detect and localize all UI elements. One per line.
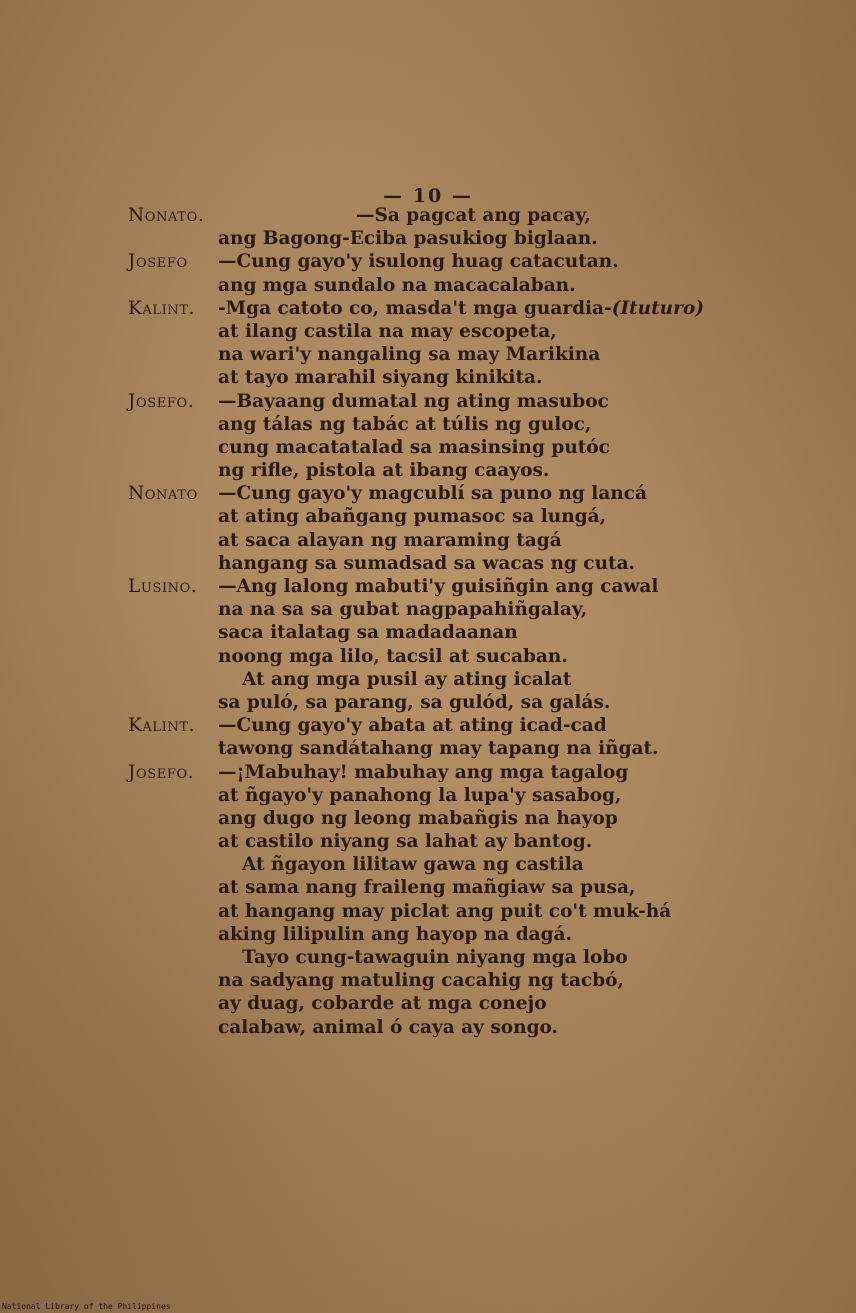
- verse-line: [0, 459, 856, 482]
- verse-words: at tayo marahil siyang kinikita.: [218, 367, 543, 389]
- verse-text: [218, 552, 635, 575]
- verse-line: [0, 552, 856, 575]
- verse-text: [218, 413, 591, 436]
- verse-words: at ating abañgang pumasoc sa lungá,: [218, 506, 607, 528]
- verse-words: ang Bagong-Eciba pasukiog biglaan.: [218, 228, 598, 250]
- verse-words: at hangang may piclat ang puit co't muk-há: [218, 900, 672, 922]
- verse-words: —¡Mabuhay! mabuhay ang mga tagalog: [218, 761, 629, 783]
- speaker-name: Kalint.: [128, 715, 196, 737]
- verse-line: [0, 436, 856, 459]
- verse-words: sa puló, sa parang, sa gulód, sa galás.: [218, 691, 611, 713]
- verse-text: [218, 436, 610, 459]
- verse-line: [0, 668, 856, 691]
- verse-text: [218, 992, 547, 1015]
- verse-text: [218, 691, 610, 714]
- speaker-name: Kalint.: [128, 297, 196, 319]
- verse-words: At ñgayon lilitaw gawa ng castila: [242, 854, 584, 876]
- verse-text: [218, 390, 609, 413]
- verse-text: [218, 923, 572, 946]
- verse-words: ay duag, cobarde at mga conejo: [218, 993, 547, 1015]
- verse-text: [218, 343, 600, 366]
- verse-line: [0, 413, 856, 436]
- verse-words: at ñgayo'y panahong la lupa'y sasabog,: [218, 784, 622, 806]
- verse-line: [0, 366, 856, 389]
- verse-text: [218, 529, 562, 552]
- verse-text: [218, 830, 592, 853]
- verse-line: [0, 482, 856, 505]
- verse-words: na sadyang matuling cacahig ng tacbó,: [218, 970, 624, 992]
- verse-text: [356, 204, 591, 227]
- verse-words: tawong sandátahang may tapang na iñgat.: [218, 738, 659, 760]
- verse-line: [0, 621, 856, 644]
- verse-words: -Mga catoto co, masda't mga guardia-: [218, 297, 612, 319]
- verse-line: [0, 320, 856, 343]
- verse-text: [218, 505, 606, 528]
- verse-line: [0, 761, 856, 784]
- verse-text: [218, 784, 621, 807]
- verse-block: [0, 204, 856, 1039]
- verse-words: ang dugo ng leong mabañgis na hayop: [218, 807, 618, 829]
- verse-line: [0, 598, 856, 621]
- verse-text: [218, 737, 659, 760]
- verse-text: [242, 853, 584, 876]
- verse-text: [218, 807, 618, 830]
- verse-text: [218, 366, 542, 389]
- verse-line: [0, 830, 856, 853]
- verse-words: hangang sa sumadsad sa wacas ng cuta.: [218, 552, 635, 574]
- verse-words: calabaw, animal ó caya ay songo.: [218, 1016, 558, 1038]
- verse-words: —Cung gayo'y magcublí sa puno ng lancá: [218, 483, 648, 505]
- page-number: — 10 —: [383, 185, 473, 207]
- verse-line: [0, 227, 856, 250]
- speaker-name: Josefo.: [128, 390, 195, 412]
- verse-line: [0, 204, 856, 227]
- verse-line: [0, 900, 856, 923]
- stage-direction: (Ituturo): [611, 297, 704, 319]
- verse-words: at ilang castila na may escopeta,: [218, 320, 557, 342]
- speaker-name: Josefo.: [128, 761, 195, 783]
- verse-words: at sama nang fraileng mañgiaw sa pusa,: [218, 877, 636, 899]
- verse-line: [0, 876, 856, 899]
- verse-line: [0, 343, 856, 366]
- verse-line: [0, 390, 856, 413]
- verse-line: [0, 274, 856, 297]
- verse-words: aking lilipulin ang hayop na dagá.: [218, 923, 572, 945]
- verse-words: ang tálas ng tabác at túlis ng guloc,: [218, 413, 592, 435]
- verse-line: [0, 529, 856, 552]
- verse-line: [0, 714, 856, 737]
- verse-words: —Cung gayo'y isulong huag catacutan.: [218, 251, 619, 273]
- verse-text: [218, 900, 671, 923]
- verse-line: [0, 784, 856, 807]
- verse-text: [218, 459, 549, 482]
- verse-line: [0, 505, 856, 528]
- verse-line: [0, 923, 856, 946]
- verse-line: [0, 250, 856, 273]
- verse-words: at saca alayan ng maraming tagá: [218, 529, 562, 551]
- verse-text: [242, 668, 571, 691]
- verse-line: [0, 645, 856, 668]
- verse-line: [0, 807, 856, 830]
- verse-text: [218, 482, 647, 505]
- verse-text: [218, 714, 607, 737]
- verse-words: ang mga sundalo na macacalaban.: [218, 274, 576, 296]
- verse-words: At ang mga pusil ay ating icalat: [242, 668, 572, 690]
- speaker-name: Lusino.: [128, 576, 198, 597]
- verse-words: —Sa pagcat ang pacay,: [356, 205, 591, 226]
- verse-words: at castilo niyang sa lahat ay bantog.: [218, 831, 593, 853]
- verse-text: [218, 320, 557, 343]
- verse-words: —Ang lalong mabuti'y guisiñgin ang cawal: [218, 576, 659, 597]
- verse-line: [0, 691, 856, 714]
- verse-text: [218, 250, 619, 273]
- verse-words: na na sa sa gubat nagpapahiñgalay,: [218, 599, 588, 621]
- verse-line: [0, 1016, 856, 1039]
- verse-words: —Bayaang dumatal ng ating masuboc: [218, 390, 609, 412]
- verse-words: cung macatatalad sa masinsing putóc: [218, 436, 610, 458]
- verse-line: [0, 946, 856, 969]
- verse-text: [218, 621, 518, 644]
- verse-line: [0, 297, 856, 320]
- verse-words: Tayo cung-tawaguin niyang mga lobo: [242, 947, 628, 968]
- verse-text: [218, 575, 658, 598]
- verse-text: [218, 969, 624, 992]
- verse-line: [0, 992, 856, 1015]
- verse-text: [242, 946, 628, 969]
- verse-line: [0, 969, 856, 992]
- footer-credit: National Library of the Philippines: [2, 1302, 171, 1311]
- verse-text: [218, 227, 598, 250]
- verse-words: saca italatag sa madadaanan: [218, 622, 518, 644]
- verse-text: [218, 297, 704, 320]
- speaker-name: Josefo: [128, 251, 188, 273]
- speaker-name: Nonato.: [128, 205, 205, 226]
- verse-text: [218, 598, 587, 621]
- verse-line: [0, 853, 856, 876]
- verse-text: [218, 645, 568, 668]
- verse-text: [218, 876, 635, 899]
- verse-line: [0, 737, 856, 760]
- verse-words: na wari'y nangaling sa may Marikina: [218, 344, 601, 366]
- speaker-name: Nonato: [128, 483, 198, 505]
- verse-text: [218, 761, 628, 784]
- verse-line: [0, 575, 856, 598]
- verse-text: [218, 274, 576, 297]
- verse-words: ng rifle, pistola at ibang caayos.: [218, 460, 550, 482]
- verse-words: —Cung gayo'y abata at ating icad-cad: [218, 715, 607, 737]
- verse-text: [218, 1016, 558, 1039]
- verse-words: noong mga lilo, tacsil at sucaban.: [218, 645, 568, 667]
